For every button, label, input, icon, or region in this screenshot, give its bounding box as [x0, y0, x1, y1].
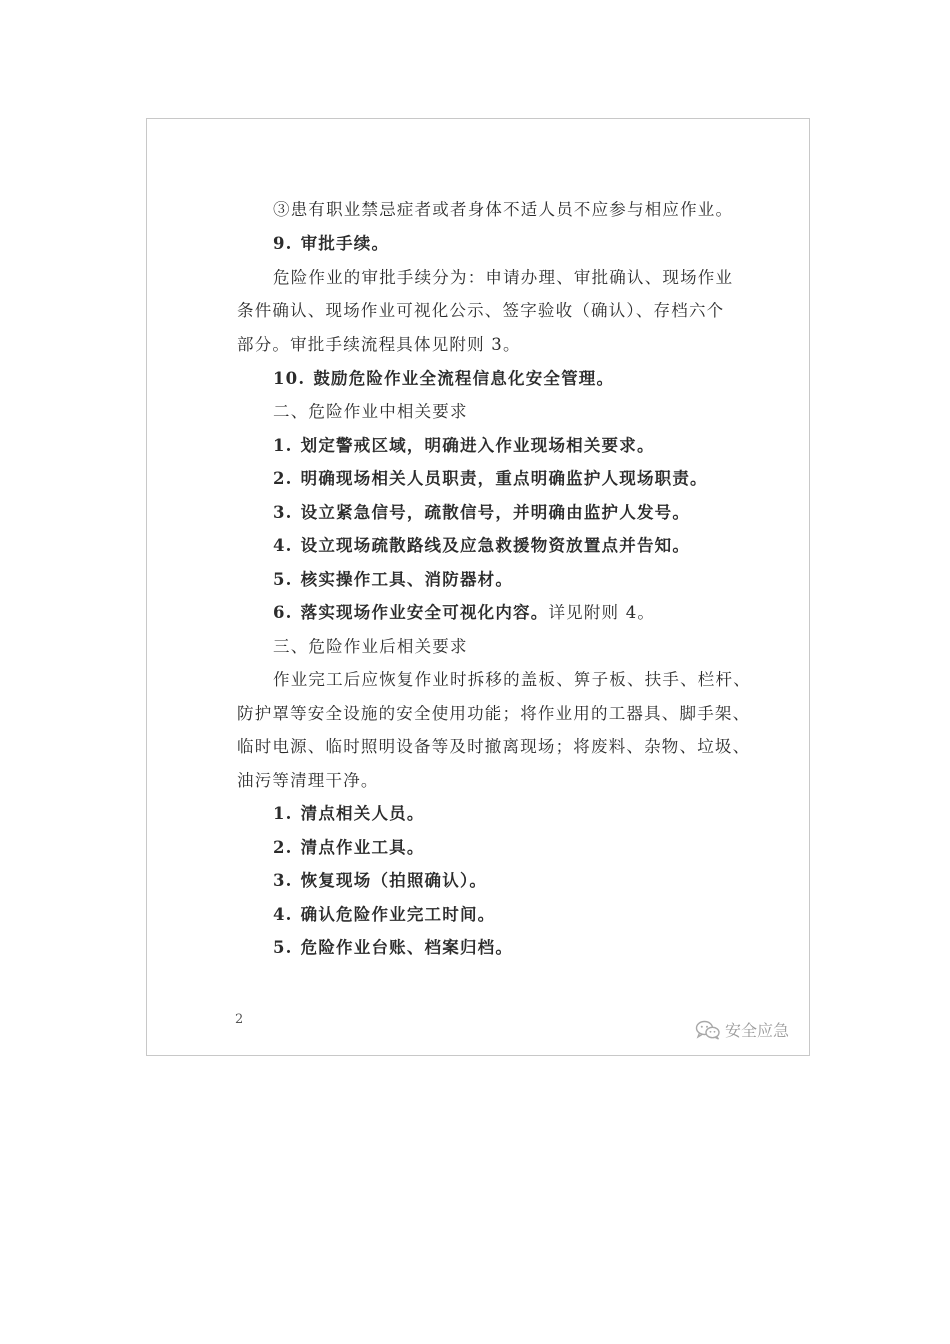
watermark-text: 安全应急 — [725, 1021, 790, 1040]
item-text: 落实现场作业安全可视化内容。 — [300, 603, 549, 622]
item-text: 设立现场疏散路线及应急救援物资放置点并告知。 — [300, 536, 691, 555]
item-number: 5. — [273, 570, 293, 589]
paragraph-line: 作业完工后应恢复作业时拆移的盖板、箅子板、扶手、栏杆、 — [273, 670, 751, 689]
list-item — [273, 602, 655, 624]
wechat-icon — [695, 1020, 721, 1040]
page-number: 2 — [235, 1012, 244, 1027]
item-text: 清点相关人员。 — [300, 804, 425, 823]
item-text: 危险作业台账、档案归档。 — [300, 938, 514, 957]
list-item — [273, 535, 690, 557]
paragraph-line: 防护罩等安全设施的安全使用功能；将作业用的工器具、脚手架、 — [237, 704, 751, 723]
watermark — [695, 1018, 789, 1041]
item-number: 2. — [273, 838, 293, 857]
paragraph-line: 部分。审批手续流程具体见附则 3。 — [237, 335, 521, 354]
item-text: 明确现场相关人员职责，重点明确监护人现场职责。 — [300, 469, 708, 488]
list-item — [273, 502, 690, 524]
paragraph-line: 油污等清理干净。 — [237, 771, 379, 790]
list-item — [273, 904, 495, 926]
item-text: 鼓励危险作业全流程信息化安全管理。 — [313, 369, 615, 388]
list-item — [273, 435, 655, 457]
document-page — [146, 118, 810, 1056]
paragraph-line: 危险作业的审批手续分为：申请办理、审批确认、现场作业 — [273, 268, 734, 287]
item-heading — [273, 233, 389, 255]
item-text: 确认危险作业完工时间。 — [300, 905, 496, 924]
paragraph-line: 临时电源、临时照明设备等及时撤离现场；将废料、杂物、垃圾、 — [237, 737, 751, 756]
item-number: 2. — [273, 469, 293, 488]
item-number: 5. — [273, 938, 293, 957]
item-number: 3. — [273, 871, 293, 890]
item-text: 审批手续。 — [300, 234, 390, 253]
item-number: 4. — [273, 905, 293, 924]
item-suffix: 详见附则 4。 — [548, 603, 656, 622]
item-text: 设立紧急信号，疏散信号，并明确由监护人发号。 — [300, 503, 691, 522]
list-item — [273, 468, 708, 490]
list-item — [273, 837, 425, 859]
section-heading: 二、危险作业中相关要求 — [273, 402, 468, 421]
list-item — [273, 803, 425, 825]
list-item — [273, 870, 487, 892]
item-number: 3. — [273, 503, 293, 522]
item-number: 10. — [273, 369, 306, 388]
item-number: 1. — [273, 436, 293, 455]
item-number: 9. — [273, 234, 293, 253]
item-number: 1. — [273, 804, 293, 823]
list-item — [273, 937, 513, 959]
list-item — [273, 569, 513, 591]
item-text: 恢复现场（拍照确认）。 — [300, 871, 488, 890]
item-text: 划定警戒区域，明确进入作业现场相关要求。 — [300, 436, 655, 455]
paragraph-line: 条件确认、现场作业可视化公示、签字验收（确认）、存档六个 — [237, 301, 725, 320]
item-heading — [273, 368, 614, 390]
item-text: 清点作业工具。 — [300, 838, 425, 857]
item-text: 核实操作工具、消防器材。 — [300, 570, 514, 589]
section-heading: 三、危险作业后相关要求 — [273, 637, 468, 656]
item-number: 6. — [273, 603, 293, 622]
item-number: 4. — [273, 536, 293, 555]
paragraph-line: ③患有职业禁忌症者或者身体不适人员不应参与相应作业。 — [273, 200, 734, 219]
